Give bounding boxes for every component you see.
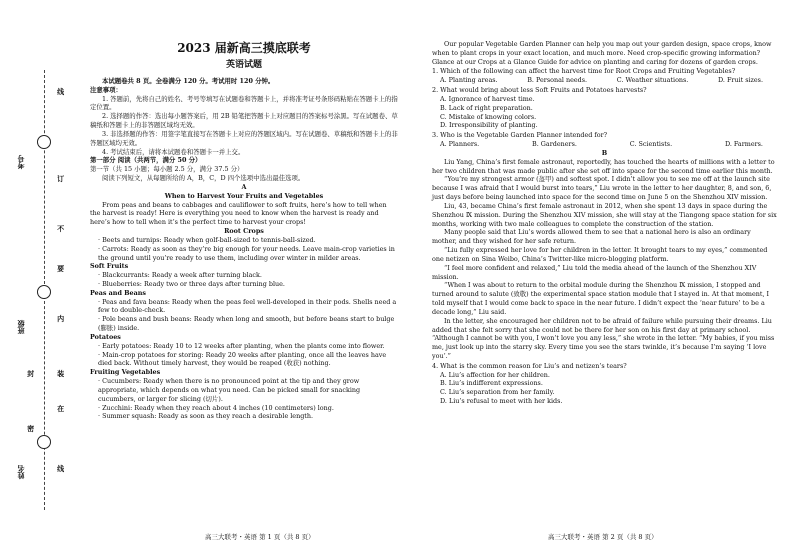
crop-item: · Pole beans and bush beans: Ready when long and smooth, but before beans start to bulge (膨胀) inside. (98, 315, 395, 333)
passage-paragraph: Many people said that Liu’s words allowed them to see that a national hero is also an ordinary mother, and they wished for her safe return. (432, 228, 751, 246)
option: B. Lack of right preparation. (440, 103, 533, 112)
passage-paragraph: Liu Yang, China’s first female astronaut, reportedly, has touched the hearts of millions with a letter to her two children that was made public after she set off into space for the second time earlier this month. (432, 157, 775, 175)
page-1-column (90, 40, 398, 421)
option: C. Scientists. (629, 140, 673, 149)
xingming-field: 姓名 (16, 465, 25, 479)
crop-item: · Cucumbers: Ready when there is no pronounced point at the tip and they grow appropriate, which depends on what you need. Can be picked small for snacking cucumbers, or larger for slicing (切片). (98, 377, 361, 403)
page-footer-right: 高三大联考・英语 第 2 页（共 8 页） (548, 533, 658, 541)
binding-hole-3 (37, 435, 51, 449)
passage-paragraph: “I feel more confident and relaxed,” Liu told the media ahead of the launch of the Shenzhou XIV mission. (432, 263, 757, 281)
option: A. Planners. (440, 140, 480, 149)
passage-label: A (241, 182, 247, 191)
note-item: 2. 选择题的作答：选出每小题答案后，用 2B 铅笔把答题卡上对应题目的答案标号涂黑。写在试题卷、草稿纸和答题卡上的非答题区域均无效。 (90, 112, 398, 130)
note-item: 1. 答题前，先将自己的姓名、考号等填写在试题卷和答题卡上，并将准考证号条形码粘贴在答题卡上的指定位置。 (90, 94, 398, 112)
option: B. Liu’s indifferent expressions. (440, 379, 543, 388)
exam-description: 本试题卷共 8 页。全卷满分 120 分。考试用时 120 分钟。 (102, 76, 275, 85)
binding-hole-2 (37, 285, 51, 299)
binding-char: 要 (56, 265, 66, 273)
note-item: 4. 考试结束后，请将本试题卷和答题卡一并上交。 (102, 147, 245, 156)
note-item: 3. 非选择题的作答：用签字笔直接写在答题卡上对应的答题区域内。写在试题卷、草稿纸和答题卡上的非答题区域均无效。 (90, 129, 398, 147)
binding-char: 不 (56, 225, 66, 233)
passage-paragraph: “Liu fully expressed her love for her children in the letter. It brought tears to my eyes,” commented one netizen on Sina Weibo, China’s Twitter-like micro-blogging platform. (432, 246, 768, 263)
binding-char: 在 (56, 405, 66, 413)
page-2-column (432, 40, 777, 406)
banji-field: 班级 (16, 320, 25, 334)
passage-intro: From peas and beans to cabbages and cauliflower to soft fruits, here’s how to tell when the harvest is ready! Here is everything you need to know when the harvest is ready and here’s how to tell when it’s the perfect time to harvest your crops! (90, 200, 387, 227)
crop-item: · Beets and turnips: Ready when golf-ball-sized to tennis-ball-sized. (98, 235, 316, 244)
crop-item: · Main-crop potatoes for storing: Ready 20 weeks after planting, once all the leaves have died back. Without timely harvest, they would be reaped (收获) nothing. (98, 350, 387, 368)
binding-margin (6, 70, 68, 510)
passage-paragraph: “You’re my strongest armor (盔甲) and softest spot. I didn’t allow you to see me off at the launch site because I was afraid that I would burst into tears,” Liu wrote in the letter to her daughter, 8, and son, 6, just days before being launched into space for the second time on June 5 on the Shenzhou XIV mission. (432, 175, 772, 202)
passage-paragraph: “When I was about to return to the orbital module during the Shenzhou Ⅸ mission, I stopped and turned around to salute (致敬) the experimental space station module that I stayed in. At that moment, I told myself that I would come back to space in the near future. I didn’t expect the ‘near future’ to be a decade long,” Liu said. (432, 281, 770, 316)
question-stem: 1. Which of the following can affect the harvest time for Root Crops and Fruiting Vegetables? (432, 67, 736, 76)
notes-title: 注意事项： (90, 85, 122, 94)
section-title: 第一节（共 15 小题；每小题 2.5 分，满分 37.5 分） (90, 165, 244, 174)
passage-paragraph: Liu, 43, became China’s first female astronaut in 2012, when she spent 13 days in space during the Shenzhou Ⅸ mission. During the Shenzhou XIV mission, she will stay at the Tiangong space station for six months, working with two male colleagues to complete the construction of the station. (432, 201, 777, 228)
passage-closing: Our popular Vegetable Garden Planner can help you map out your garden design, space crops, know when to plant crops in your exact location, and much more. Need crop-specific growing information? Glance at our Crops at a Glance Guide for advice on planting and caring for dozens of garden crops. (432, 40, 772, 66)
option: D. Farmers. (724, 140, 763, 149)
section-heading: Soft Fruits (90, 262, 129, 271)
binding-char: 装 (56, 370, 66, 378)
section-heading: Peas and Beans (90, 288, 146, 297)
crop-item: · Blueberries: Ready two or three days after turning blue. (98, 280, 285, 288)
kaohao-field: 考号 (16, 155, 25, 169)
binding-char: 封 (26, 370, 36, 378)
binding-char: 订 (56, 175, 66, 183)
binding-char: 密 (26, 425, 36, 433)
option: A. Ignorance of harvest time. (440, 94, 535, 103)
crop-item: · Early potatoes: Ready 10 to 12 weeks after planting, when the plants come into flower. (98, 341, 385, 350)
section-heading: Potatoes (90, 332, 121, 341)
option: B. Personal needs. (527, 76, 588, 85)
option: A. Planting areas. (440, 76, 498, 85)
section-instruction: 阅读下列短文，从每题所给的 A，B，C，D 四个选项中选出最佳选项。 (102, 174, 305, 183)
crop-item: · Summer squash: Ready as soon as they reach a desirable length. (98, 412, 314, 421)
question-options (432, 140, 777, 149)
option: B. Gardeners. (532, 140, 577, 149)
binding-hole-1 (37, 135, 51, 149)
binding-char: 线 (56, 88, 66, 96)
crop-item: · Blackcurrants: Ready a week after turning black. (98, 271, 262, 280)
exam-subtitle: 英语试题 (225, 59, 262, 70)
binding-char: 内 (56, 315, 66, 323)
question-stem: 2. What would bring about less Soft Fruits and Potatoes harvests? (432, 86, 647, 95)
binding-char: 线 (56, 465, 66, 473)
question-options (432, 76, 777, 85)
option: D. Irresponsibility of planting. (440, 121, 538, 130)
part-title: 第一部分 阅读（共两节，满分 50 分） (90, 156, 202, 165)
passage-paragraph: In the letter, she encouraged her children not to be afraid of failure while pursuing their dreams. Liu added that she felt sorry that she could not be there for her son on his first day at primary school. “Although I cannot be with you, I won’t love you any less,” she wrote in the letter. “My babies, if you miss me, just look up into the starry sky. Every time you see the stars twinkle, it’s because I’m saying ‘I love you’.” (432, 316, 775, 360)
crop-item: · Carrots: Ready as soon as they’re big enough for your needs. Leave main-crop varieties in the ground until you’re ready to use them, including over winter in milder areas. (98, 244, 395, 262)
option: D. Liu’s refusal to meet with her kids. (440, 397, 563, 406)
option: D. Fruit sizes. (718, 76, 763, 85)
exam-title: 2023 届新高三摸底联考 (177, 41, 311, 55)
question-stem: 3. Who is the Vegetable Garden Planner intended for? (432, 131, 608, 140)
passage-label: B (601, 148, 608, 157)
question-stem: 4. What is the common reason for Liu’s and netizen’s tears? (432, 361, 627, 370)
page-footer-left: 高三大联考・英语 第 1 页（共 8 页） (205, 533, 315, 541)
crop-item: · Zucchini: Ready when they reach about 4 inches (10 centimeters) long. (98, 403, 334, 412)
section-heading: Root Crops (224, 227, 264, 236)
option: C. Weather situations. (616, 76, 689, 85)
passage-title: When to Harvest Your Fruits and Vegetables (164, 191, 324, 200)
option: C. Mistake of knowing colors. (440, 112, 537, 121)
section-heading: Fruiting Vegetables (90, 368, 161, 377)
option: A. Liu’s affection for her children. (440, 370, 550, 379)
option: C. Liu’s separation from her family. (440, 388, 555, 397)
crop-item: · Peas and fava beans: Ready when the peas feel well-developed in their pods. Shells need a few to double-check. (98, 297, 397, 315)
